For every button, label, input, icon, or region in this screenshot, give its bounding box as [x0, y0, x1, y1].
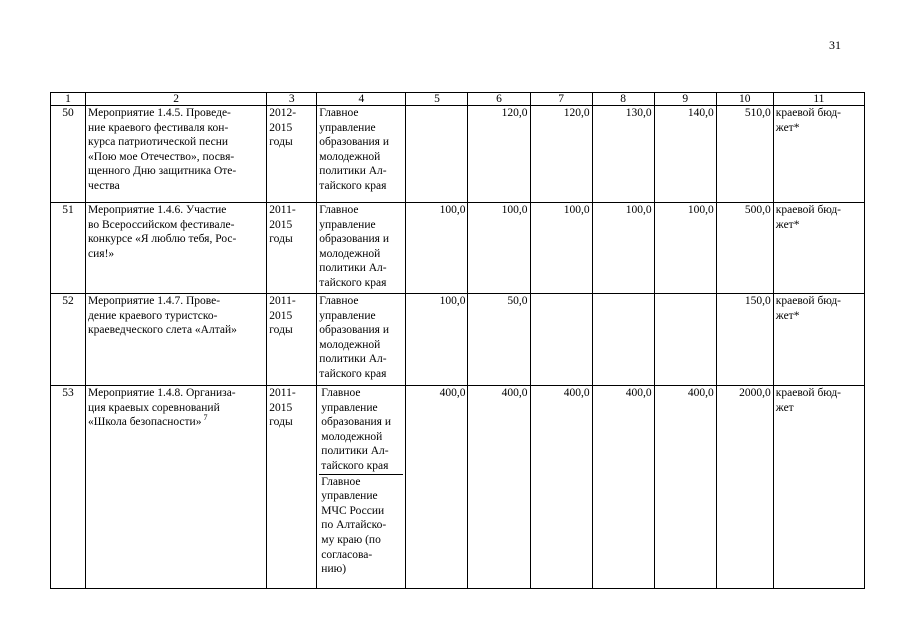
year-amount — [592, 294, 654, 386]
period-text: 2011- 2015 годы — [269, 387, 296, 429]
column-header: 4 — [317, 93, 406, 106]
column-header: 2 — [86, 93, 267, 106]
event-name — [86, 294, 267, 386]
year-amount — [654, 294, 716, 386]
year-amount: 400,0 — [406, 386, 468, 589]
total-amount: 510,0 — [716, 106, 773, 203]
column-header: 6 — [468, 93, 530, 106]
row-number: 51 — [51, 203, 86, 294]
column-header: 7 — [530, 93, 592, 106]
event-text: Мероприятие 1.4.5. Проведе- ние краевого фестиваля кон- курса патриотической песни «Пою мое Отечество», посвя- щенного Дню защитника Оте- чества — [88, 107, 237, 192]
executor-block — [319, 474, 403, 577]
period-text: 2011- 2015 годы — [269, 295, 296, 337]
period-text: 2012- 2015 годы — [269, 107, 297, 149]
year-amount: 100,0 — [592, 203, 654, 294]
period-text: 2011- 2015 годы — [269, 204, 296, 246]
year-amount: 100,0 — [654, 203, 716, 294]
year-amount: 100,0 — [406, 203, 468, 294]
executor-block — [319, 386, 403, 474]
page-number: 31 — [829, 38, 841, 52]
column-numbers-row — [51, 93, 865, 106]
period — [267, 106, 317, 203]
program-table — [50, 92, 865, 589]
column-header: 3 — [267, 93, 317, 106]
column-header: 1 — [51, 93, 86, 106]
period — [267, 294, 317, 386]
source-text: краевой бюд- жет — [775, 387, 841, 414]
row-number: 52 — [51, 294, 86, 386]
executor — [317, 106, 406, 203]
source-text: краевой бюд- жет* — [775, 204, 841, 231]
event-text: Мероприятие 1.4.8. Организа- ция краевых соревнований «Школа безопасности» $^7$ — [88, 387, 236, 429]
year-amount: 400,0 — [592, 386, 654, 589]
executor — [317, 386, 406, 589]
year-amount — [406, 106, 468, 203]
column-header: 11 — [773, 93, 864, 106]
funding-source — [773, 386, 864, 589]
event-text: Мероприятие 1.4.7. Прове- дение краевого туристско- краеведческого слета «Алтай» — [88, 295, 237, 337]
table-row — [51, 386, 865, 589]
year-amount: 50,0 — [468, 294, 530, 386]
footnote-mark: 7 — [201, 413, 208, 423]
column-header: 10 — [716, 93, 773, 106]
year-amount: 140,0 — [654, 106, 716, 203]
funding-source — [773, 203, 864, 294]
year-amount — [530, 294, 592, 386]
executor-text: Главное управление образования и молодежной политики Ал- тайского края — [321, 387, 391, 472]
executor — [317, 294, 406, 386]
executor-text: Главное управление образования и молодежной политики Ал- тайского края — [319, 107, 389, 192]
total-amount: 150,0 — [716, 294, 773, 386]
year-amount: 120,0 — [468, 106, 530, 203]
year-amount: 100,0 — [406, 294, 468, 386]
executor-text: Главное управление образования и молодежной политики Ал- тайского края — [319, 204, 389, 289]
year-amount: 100,0 — [530, 203, 592, 294]
period — [267, 203, 317, 294]
funding-source — [773, 294, 864, 386]
year-amount: 100,0 — [468, 203, 530, 294]
year-amount: 400,0 — [654, 386, 716, 589]
period — [267, 386, 317, 589]
event-name — [86, 386, 267, 589]
column-header: 8 — [592, 93, 654, 106]
year-amount: 400,0 — [530, 386, 592, 589]
executor-text: Главное управление МЧС России по Алтайско- му краю (по согласова- нию) — [321, 475, 387, 576]
event-name — [86, 203, 267, 294]
total-amount: 500,0 — [716, 203, 773, 294]
table-row — [51, 294, 865, 386]
row-number: 53 — [51, 386, 86, 589]
source-text: краевой бюд- жет* — [775, 107, 841, 134]
year-amount: 400,0 — [468, 386, 530, 589]
total-amount: 2000,0 — [716, 386, 773, 589]
table-row — [51, 106, 865, 203]
row-number: 50 — [51, 106, 86, 203]
source-text: краевой бюд- жет* — [775, 295, 841, 322]
event-name — [86, 106, 267, 203]
column-header: 5 — [406, 93, 468, 106]
executor-text: Главное управление образования и молодежной политики Ал- тайского края — [319, 295, 389, 380]
funding-source — [773, 106, 864, 203]
year-amount: 130,0 — [592, 106, 654, 203]
year-amount: 120,0 — [530, 106, 592, 203]
executor — [317, 203, 406, 294]
table-row — [51, 203, 865, 294]
column-header: 9 — [654, 93, 716, 106]
event-text: Мероприятие 1.4.6. Участие во Всероссийском фестивале- конкурсе «Я люблю тебя, Рос- сия!» — [88, 204, 237, 260]
